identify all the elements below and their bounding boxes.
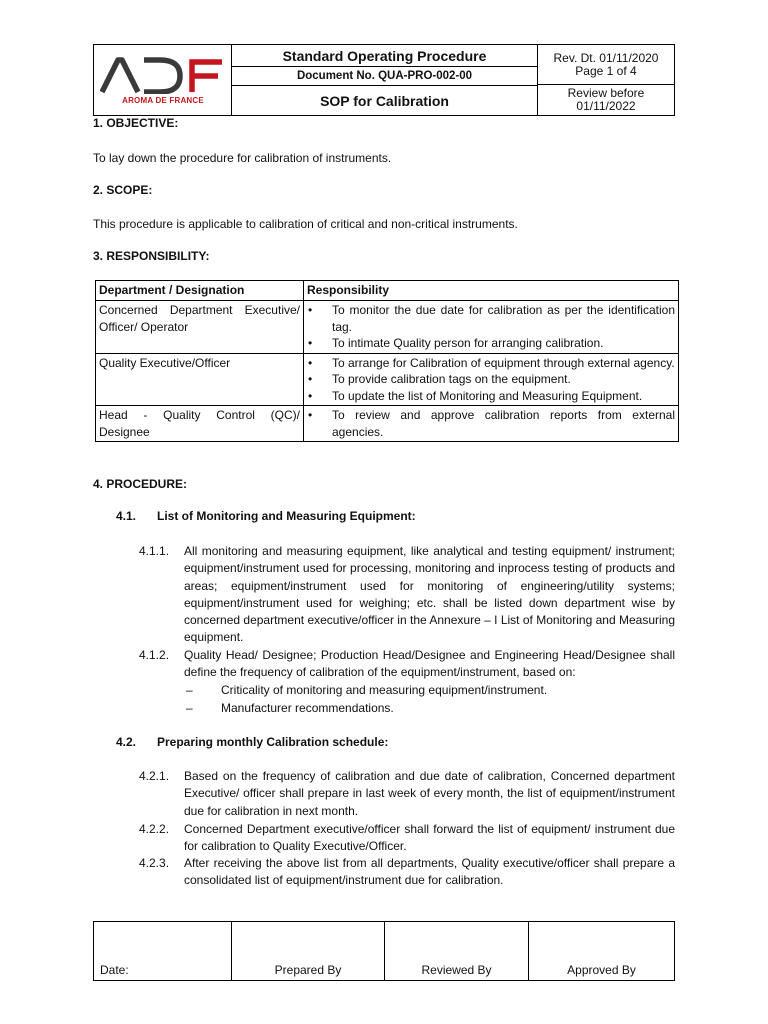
table-header-row [96,281,679,301]
logo-subtitle: AROMA DE FRANCE [122,95,204,105]
column-header-department: Department / Designation [96,281,304,301]
objective-heading: 1. OBJECTIVE: [93,116,179,130]
clause-text: Based on the frequency of calibration and due date of calibration, Concerned department Executive/ officer shall prepare in last week of every month, the list of equipment/instrument due for calibration in next month. [184,769,675,818]
objective-text: To lay down the procedure for calibration of instruments. [93,151,392,165]
table-row [96,353,679,406]
list-item: • To intimate Quality person for arranging calibration. [307,335,675,352]
department-cell: Quality Executive/Officer [96,353,304,406]
clause-number: 4.2.1. [139,769,170,783]
adf-logo-icon [100,56,226,94]
subsection-title: List of Monitoring and Measuring Equipment: [157,509,416,523]
subsection-title: Preparing monthly Calibration schedule: [157,735,389,749]
clause-text: Quality Head/ Designee; Production Head/Designee and Engineering Head/Designee shall define the frequency of calibration of the equipment/instrument, based on: [184,648,675,680]
review-info [538,85,674,115]
page-number: Page 1 of 4 [575,64,637,78]
clause-number: 4.1.1. [139,544,170,558]
scope-text: This procedure is applicable to calibration of critical and non-critical instruments. [93,217,518,231]
scope-heading: 2. SCOPE: [93,183,153,197]
company-logo [94,45,232,115]
signature-footer [93,921,675,981]
date-label: Date: [100,963,129,977]
document-number: Document No. QUA-PRO-002-00 [296,70,473,82]
subsection-number: 4.1. [116,509,137,523]
reviewed-by-label: Reviewed By [421,963,492,977]
department-cell: Concerned Department Executive/ Officer/ Operator [96,301,304,354]
column-header-responsibility: Responsibility [304,281,679,301]
list-item: • To review and approve calibration reports from external agencies. [307,407,675,440]
responsibility-cell [304,301,679,354]
dash-item: Criticality of monitoring and measuring equipment/instrument. [221,683,548,697]
subsection-number: 4.2. [116,735,137,749]
review-label: Review before [567,86,645,100]
responsibility-cell [304,406,679,442]
department-cell: Head - Quality Control (QC)/ Designee [96,406,304,442]
revision-info [538,47,674,83]
responsibility-heading: 3. RESPONSIBILITY: [93,249,210,263]
review-date: 01/11/2022 [576,99,636,113]
table-row [96,301,679,354]
clause-number: 4.2.2. [139,822,170,836]
clause-number: 4.1.2. [139,648,170,662]
procedure-heading: 4. PROCEDURE: [93,477,188,491]
clause-text: All monitoring and measuring equipment, like analytical and testing equipment/ instrument; equipment/instrument used for processing, monitoring and inprocess testing of products and areas; equipment/instrument used for monitoring of engineering/utility systems; equipment/instrument used for weighing; etc. shall be listed down department wise by concerned department executive/officer in the Annexure – I List of Monitoring and Measuring equipment. [184,544,675,645]
dash-bullet: – [186,683,193,697]
document-type-title: Standard Operating Procedure [282,47,487,64]
list-item: • To update the list of Monitoring and Measuring Equipment. [307,388,675,405]
list-item: • To monitor the due date for calibration as per the identification tag. [307,302,675,335]
list-item: • To provide calibration tags on the equipment. [307,371,675,388]
sop-title: SOP for Calibration [320,92,449,109]
dash-bullet: – [186,701,193,715]
clause-text: Concerned Department executive/officer shall forward the list of equipment/ instrument due for calibration to Quality Executive/Officer. [184,822,675,854]
prepared-by-label: Prepared By [274,963,342,977]
responsibility-table [95,280,679,442]
clause-text: After receiving the above list from all departments, Quality executive/officer shall prepare a consolidated list of equipment/instrument due for calibration. [184,856,675,888]
approved-by-label: Approved By [567,963,636,977]
revision-date: Rev. Dt. 01/11/2020 [553,51,659,65]
table-row [96,406,679,442]
responsibility-cell [304,353,679,406]
clause-number: 4.2.3. [139,856,170,870]
document-header [93,44,675,116]
dash-item: Manufacturer recommendations. [221,701,394,715]
list-item: • To arrange for Calibration of equipment through external agency. [307,355,675,372]
